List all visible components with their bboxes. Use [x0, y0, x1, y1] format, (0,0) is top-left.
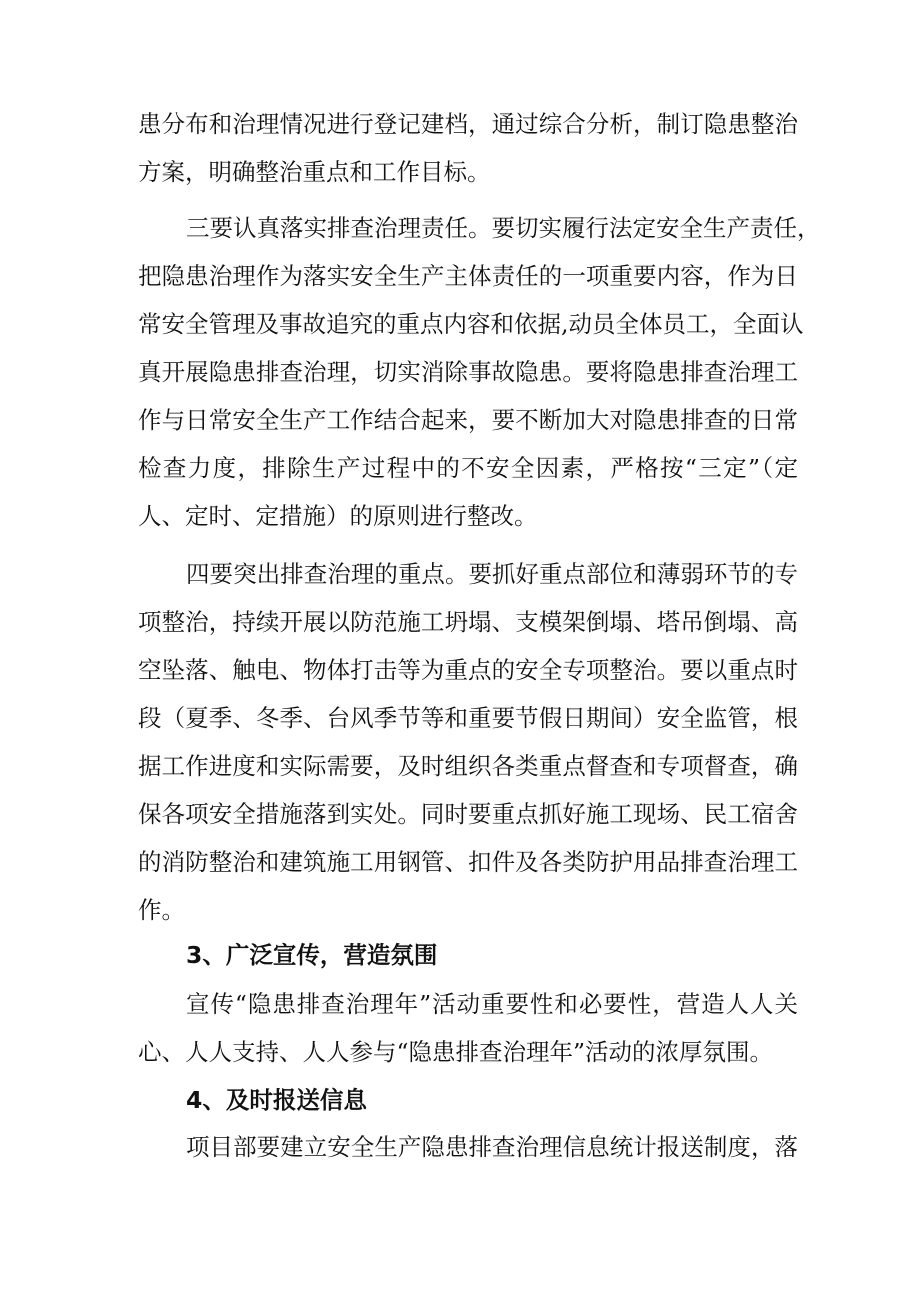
paragraph-line: 段（夏季、冬季、台风季节等和重要节假日期间）安全监管，根: [138, 704, 798, 732]
paragraph-line: 真开展隐患排查治理，切实消除事故隐患。要将隐患排查治理工: [138, 358, 798, 386]
paragraph-line: 人、定时、定措施）的原则进行整改。: [138, 502, 538, 530]
paragraph-line: 据工作进度和实际需要，及时组织各类重点督查和专项督查，确: [138, 752, 798, 780]
paragraph-line: 四要突出排查治理的重点。要抓好重点部位和薄弱环节的专: [186, 560, 798, 588]
section-heading: 3、广泛宣传，营造氛围: [186, 941, 438, 969]
section-heading: 4、及时报送信息: [186, 1086, 367, 1114]
paragraph-line: 空坠落、触电、物体打击等为重点的安全专项整治。要以重点时: [138, 656, 798, 684]
paragraph-line: 宣传“隐患排查治理年”活动重要性和必要性，营造人人关: [186, 990, 798, 1018]
paragraph-line: 常安全管理及事故追究的重点内容和依据,动员全体员工，全面认: [138, 310, 804, 338]
paragraph-line: 项目部要建立安全生产隐患排查治理信息统计报送制度，落: [186, 1133, 798, 1161]
paragraph-line: 项整治，持续开展以防范施工坍塌、支模架倒塌、塔吊倒塌、高: [138, 608, 798, 636]
paragraph-line: 患分布和治理情况进行登记建档，通过综合分析，制订隐患整治: [138, 110, 798, 138]
paragraph-line: 心、人人支持、人人参与“隐患排查治理年”活动的浓厚氛围。: [138, 1038, 774, 1066]
paragraph-line: 作。: [138, 896, 185, 924]
paragraph-line: 检查力度，排除生产过程中的不安全因素，严格按“三定”（定: [138, 454, 798, 482]
paragraph-line: 把隐患治理作为落实安全生产主体责任的一项重要内容，作为日: [138, 262, 798, 290]
paragraph-line: 的消防整治和建筑施工用钢管、扣件及各类防护用品排查治理工: [138, 848, 798, 876]
paragraph-line: 三要认真落实排查治理责任。要切实履行法定安全生产责任，: [186, 214, 821, 242]
paragraph-line: 方案，明确整治重点和工作目标。: [138, 158, 491, 186]
paragraph-line: 保各项安全措施落到实处。同时要重点抓好施工现场、民工宿舍: [138, 800, 798, 828]
paragraph-line: 作与日常安全生产工作结合起来，要不断加大对隐患排查的日常: [138, 406, 798, 434]
